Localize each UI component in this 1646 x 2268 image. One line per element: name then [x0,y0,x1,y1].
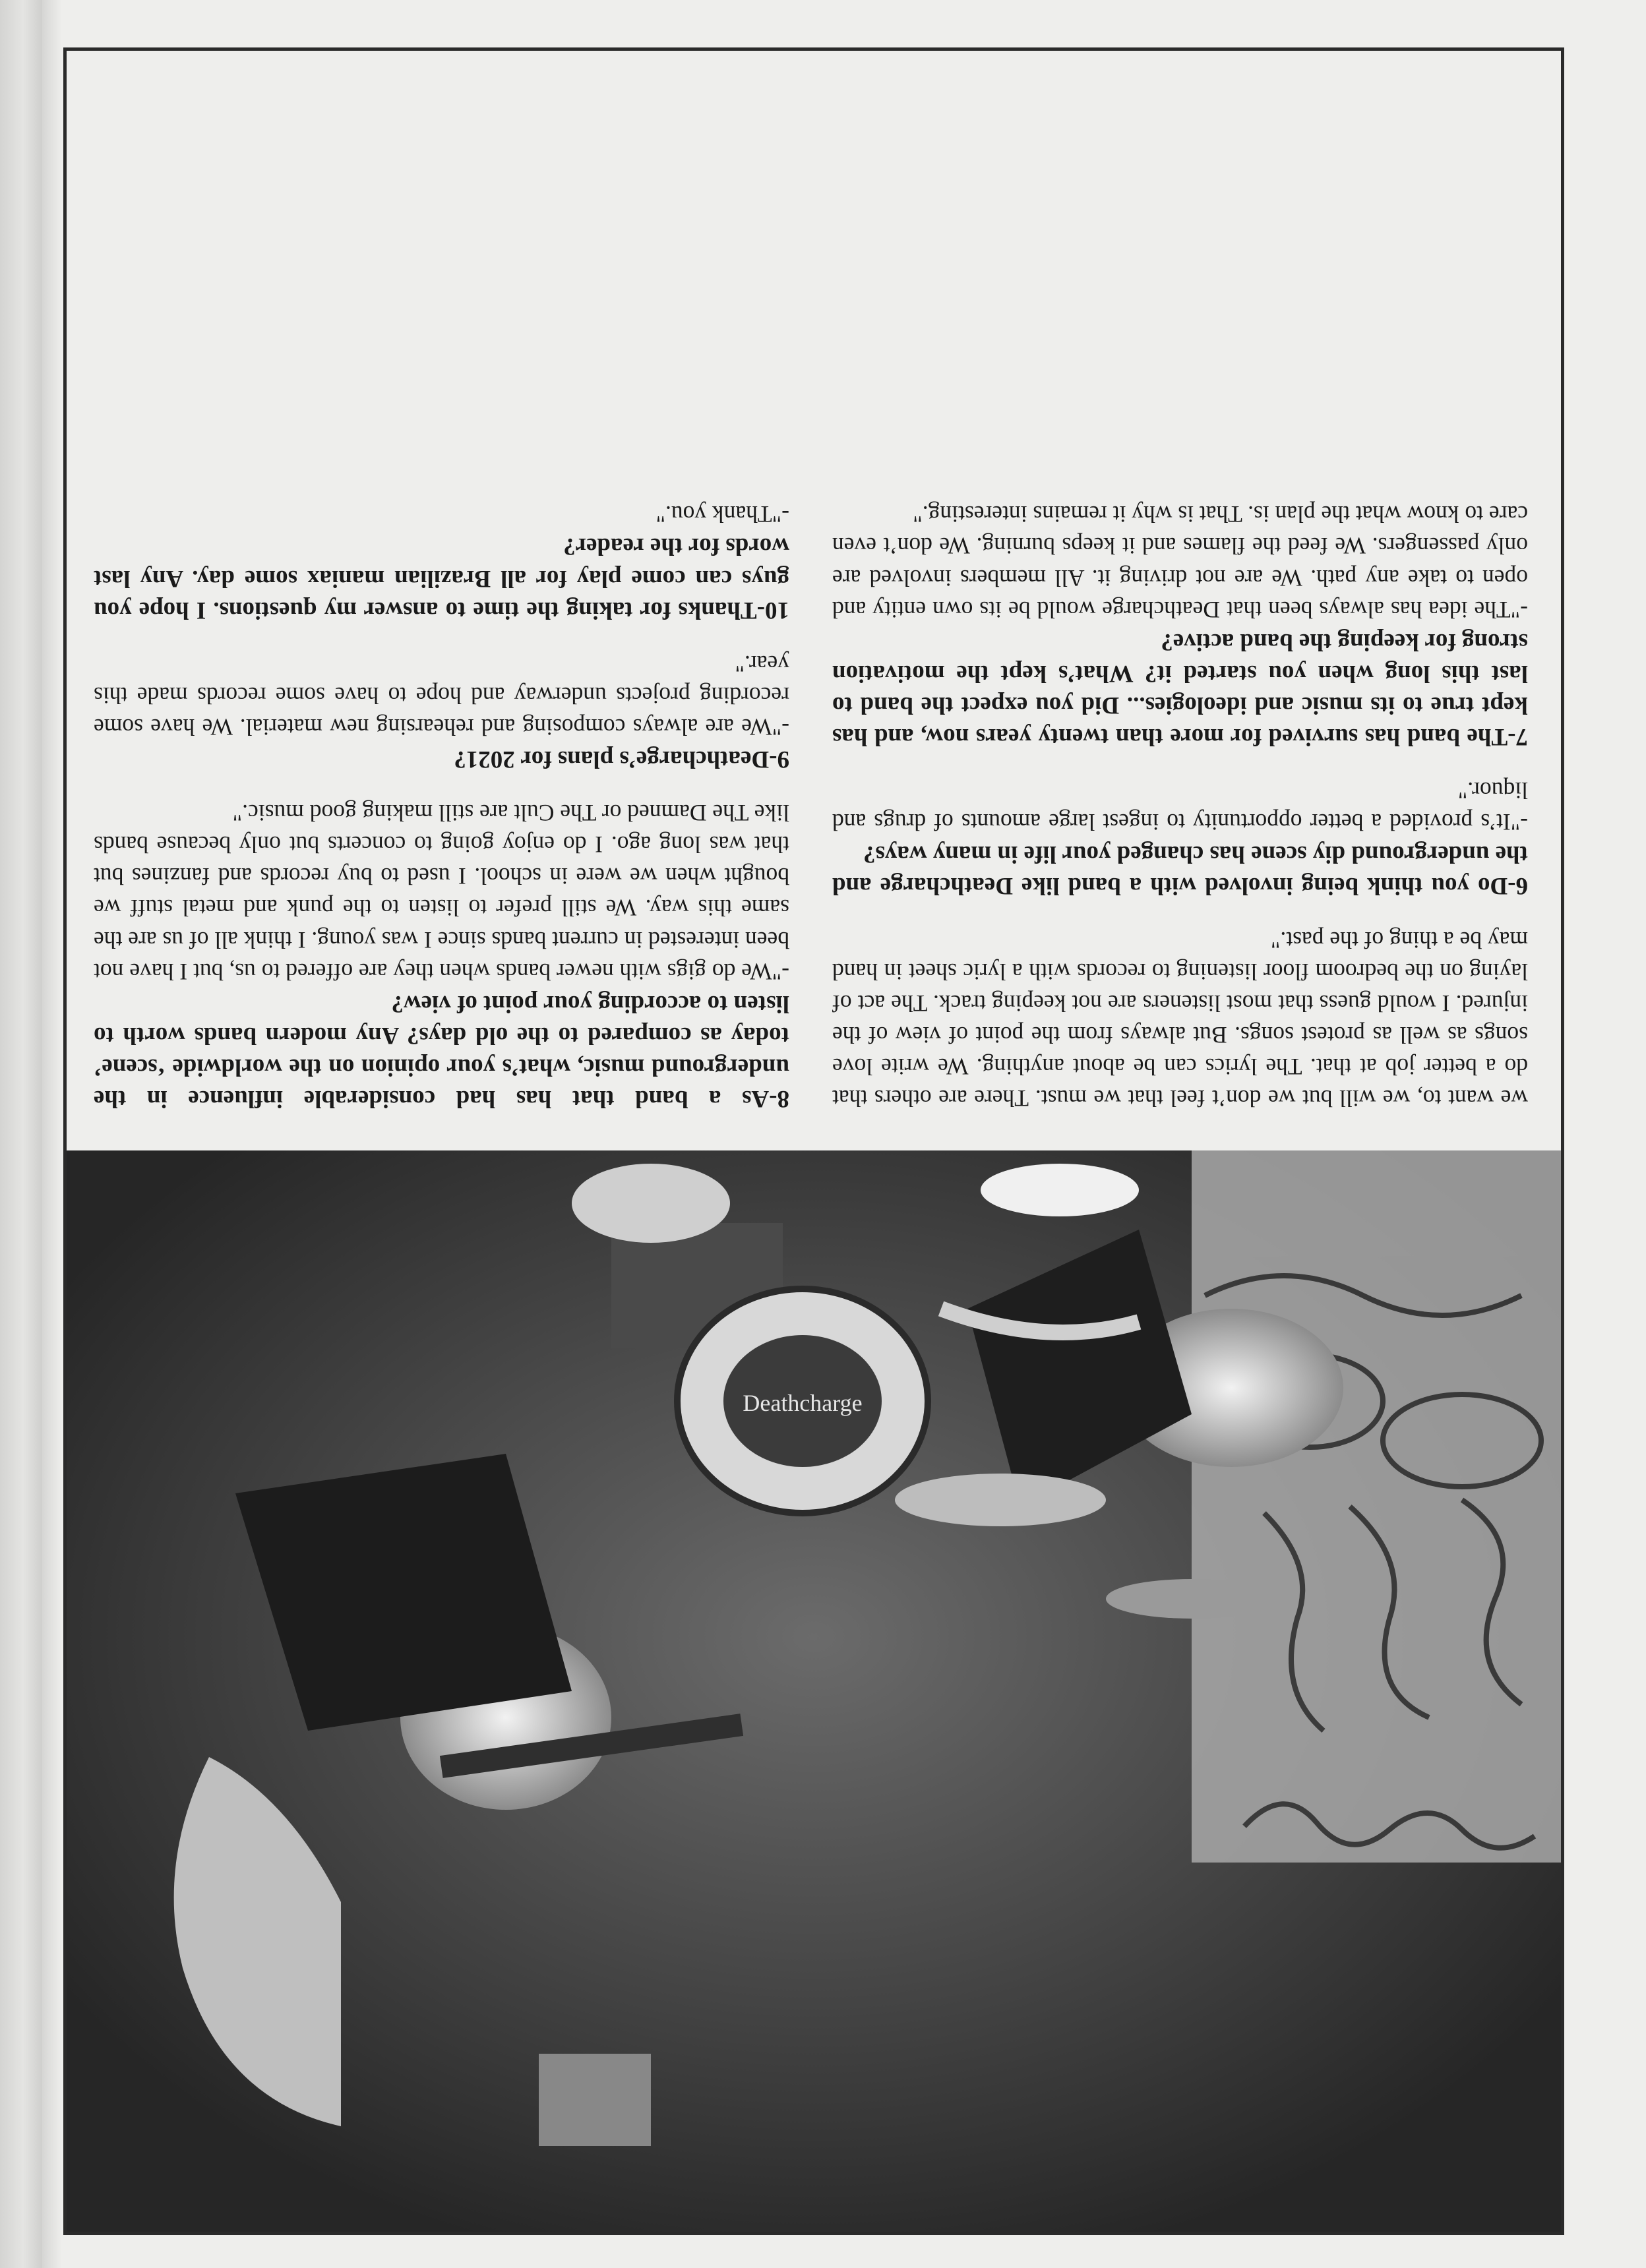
snare-drum [895,1474,1106,1526]
page-content-rotated [67,51,1561,2232]
question-9: 9-Deathcharge’s plans for 2021? [454,746,789,773]
concert-photo-svg [67,1150,1561,2232]
page-border [63,47,1564,2235]
question-7: 7-The band has survived for more than twenty years now, and has kept true to its music and ideologies... Did you expect the band to last this long when you started it? What’s kept the motivation strong for keeping the band active? [832,628,1528,751]
answer-8: -"We do gigs with newer bands when they are offered to us, but I have not been interested in current bands since I was young. I think all of us are the same this way. We still prefer to listen to the punk and metal stuff we bought when we were in school. I used to buy records and fanzines but that was long ago. I do enjoy going to concerts but only because bands like The Damned or The Cult are still making good music." [94,800,789,985]
answer-9: -"We are always composing and rehearsing new material. We have some recording projects underway and hope to have some records made this year." [94,650,789,740]
stage-paper [981,1164,1139,1216]
wall-graffiti [1192,1150,1561,1863]
concert-photo [67,1150,1561,2232]
answer-6: -"It’s provided a better opportunity to ingest large amounts of drugs and liquor." [832,777,1528,836]
stage-box [539,2054,651,2146]
binding-shadow [42,0,62,2268]
question-10: 10-Thanks for taking the time to answer my questions. I hope you guys can come play for all Brazilian maniax some day. Any last words for the reader? [94,533,789,624]
answer-10: -"Thank you." [655,501,789,528]
binding-spine [0,0,42,2268]
question-6: 6-Do you think being involved with a band like Deathcharge and the underground diy scene has changed your life in many ways? [832,841,1528,900]
cymbal [1106,1579,1277,1619]
bass-drum-logo: Deathcharge [743,1390,863,1416]
answer-7: -"The idea has always been that Deathcharge would be its own entity and open to take any path. We are not driving it. All members involved are only passengers. We feed the flames and it keeps burning. We don’t even care to know what the plan is. That is why it remains interesting." [832,501,1528,623]
answer-5-end: we want to, we will but we don’t feel that we must. There are others that do a better job at that. The lyrics can be about anything. We write love songs as well as protest songs. But always from the point of view of the injured. I would guess that most listeners are not keeping track. The act of laying on the bedroom floor listening to records with a lyric sheet in hand may be a thing of the past." [832,926,1528,1112]
question-8: 8-As a band that has had considerable influence in the underground music, what’s your opinion on the worldwide ‘scene’ today as compared to the old days? Any modern bands worth to listen to according your point of view? [94,990,789,1112]
text-column-right [94,498,789,1114]
drummer-arm [572,1164,730,1243]
text-column-left [832,498,1528,1114]
